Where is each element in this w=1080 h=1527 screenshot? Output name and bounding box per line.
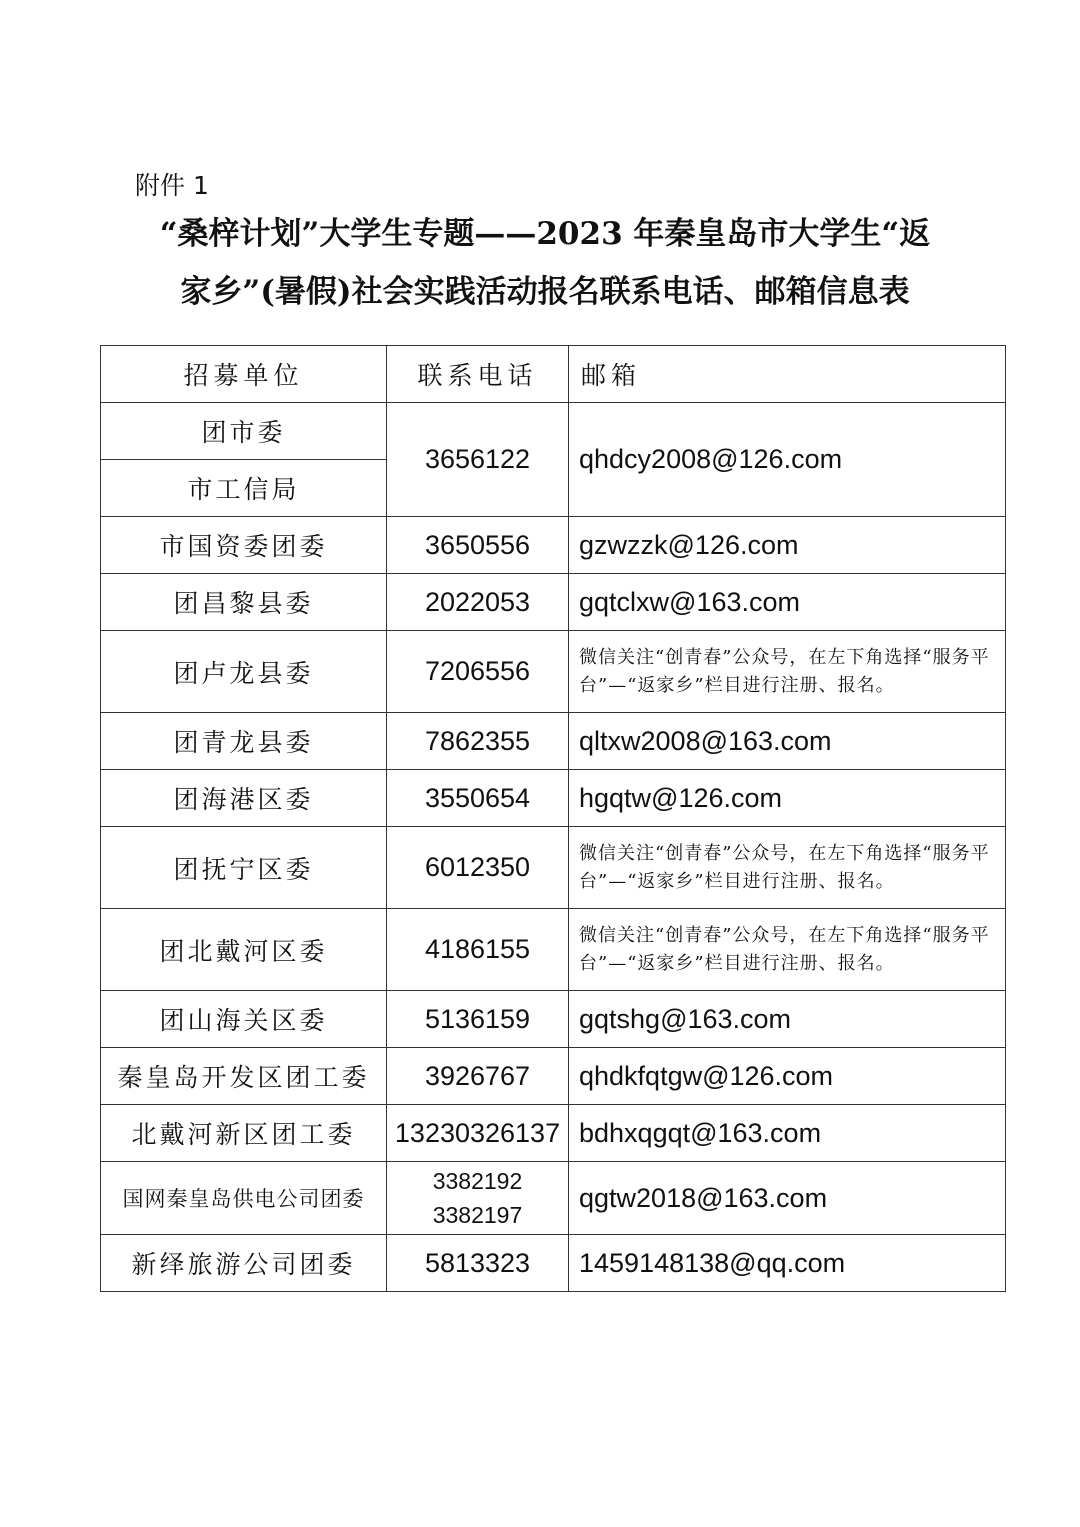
phone-cell: 5136159 <box>387 991 569 1048</box>
table-row <box>101 403 1006 460</box>
phone-cell: 3926767 <box>387 1048 569 1105</box>
phone-cell: 3650556 <box>387 517 569 574</box>
email-cell: gqtclxw@163.com <box>569 574 1006 631</box>
table-row <box>101 631 1006 713</box>
email-cell: hgqtw@126.com <box>569 770 1006 827</box>
org-cell: 团卢龙县委 <box>101 631 387 713</box>
org-cell: 秦皇岛开发区团工委 <box>101 1048 387 1105</box>
email-cell: qhdcy2008@126.com <box>569 403 1006 517</box>
attachment-label: 附件 1 <box>135 171 209 200</box>
phone-cell: 3656122 <box>387 403 569 517</box>
table-header-row <box>101 346 1006 403</box>
header-org: 招募单位 <box>101 346 387 403</box>
org-cell: 市国资委团委 <box>101 517 387 574</box>
wechat-note-cell: 微信关注“创青春”公众号，在左下角选择“服务平台”—“返家乡”栏目进行注册、报名。 <box>569 909 1006 991</box>
wechat-note-cell: 微信关注“创青春”公众号，在左下角选择“服务平台”—“返家乡”栏目进行注册、报名。 <box>569 827 1006 909</box>
table-row <box>101 1105 1006 1162</box>
contact-table <box>100 345 1006 1292</box>
phone-cell: 7862355 <box>387 713 569 770</box>
wechat-note-cell: 微信关注“创青春”公众号，在左下角选择“服务平台”—“返家乡”栏目进行注册、报名。 <box>569 631 1006 713</box>
table-row <box>101 1235 1006 1292</box>
table-row <box>101 517 1006 574</box>
header-phone: 联系电话 <box>387 346 569 403</box>
org-cell: 市工信局 <box>101 460 387 517</box>
org-cell: 团山海关区委 <box>101 991 387 1048</box>
email-cell: 1459148138@qq.com <box>569 1235 1006 1292</box>
title-line-2: 家乡”(暑假)社会实践活动报名联系电话、邮箱信息表 <box>180 274 910 310</box>
email-cell: gzwzzk@126.com <box>569 517 1006 574</box>
table-row <box>101 574 1006 631</box>
table-row <box>101 713 1006 770</box>
email-cell: qltxw2008@163.com <box>569 713 1006 770</box>
document-title <box>110 205 980 321</box>
phone-line-2: 3382197 <box>432 1202 523 1228</box>
org-cell: 北戴河新区团工委 <box>101 1105 387 1162</box>
header-email: 邮箱 <box>569 346 1006 403</box>
phone-cell: 2022053 <box>387 574 569 631</box>
email-cell: qgtw2018@163.com <box>569 1162 1006 1235</box>
phone-line-1: 3382192 <box>432 1168 523 1194</box>
email-cell: gqtshg@163.com <box>569 991 1006 1048</box>
title-line-1: “桑梓计划”大学生专题——2023 年秦皇岛市大学生“返 <box>159 216 931 252</box>
table-row <box>101 991 1006 1048</box>
org-cell: 国网秦皇岛供电公司团委 <box>101 1162 387 1235</box>
org-cell: 团北戴河区委 <box>101 909 387 991</box>
org-cell: 团海港区委 <box>101 770 387 827</box>
table-row <box>101 909 1006 991</box>
phone-cell <box>387 1162 569 1235</box>
phone-cell: 5813323 <box>387 1235 569 1292</box>
org-cell: 团抚宁区委 <box>101 827 387 909</box>
email-cell: qhdkfqtgw@126.com <box>569 1048 1006 1105</box>
phone-cell: 13230326137 <box>387 1105 569 1162</box>
phone-cell: 4186155 <box>387 909 569 991</box>
org-cell: 团市委 <box>101 403 387 460</box>
table-row <box>101 827 1006 909</box>
email-cell: bdhxqgqt@163.com <box>569 1105 1006 1162</box>
org-cell: 团昌黎县委 <box>101 574 387 631</box>
phone-cell: 7206556 <box>387 631 569 713</box>
org-cell: 新绎旅游公司团委 <box>101 1235 387 1292</box>
phone-cell: 6012350 <box>387 827 569 909</box>
table-row <box>101 1162 1006 1235</box>
org-cell: 团青龙县委 <box>101 713 387 770</box>
phone-cell: 3550654 <box>387 770 569 827</box>
table-row <box>101 1048 1006 1105</box>
table-row <box>101 770 1006 827</box>
